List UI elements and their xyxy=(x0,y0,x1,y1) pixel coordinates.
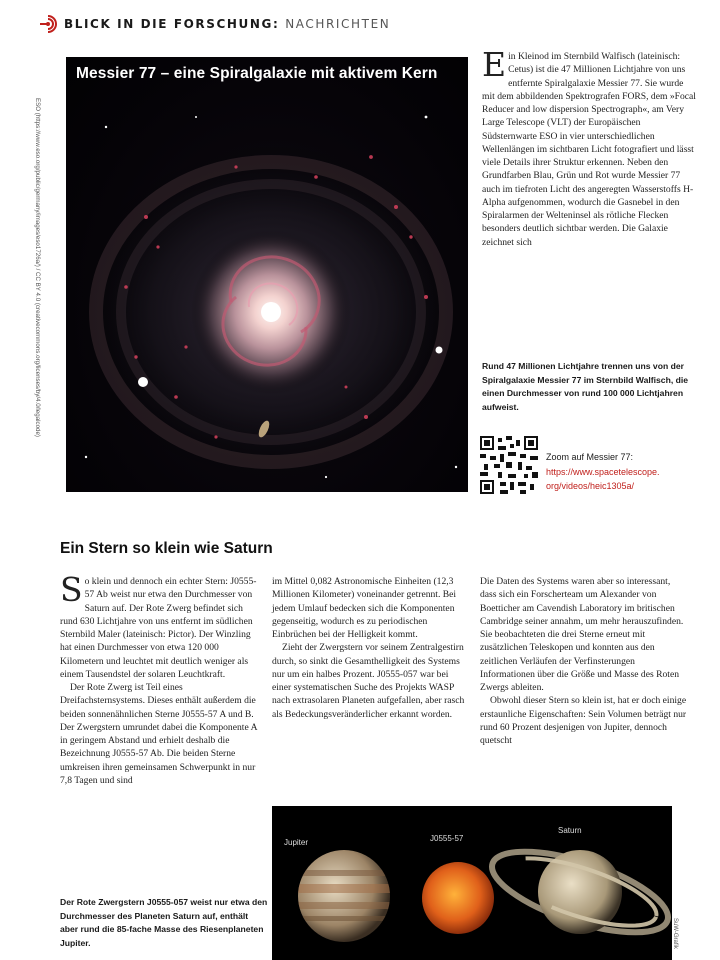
label-jupiter: Jupiter xyxy=(284,838,309,847)
col1-paragraph-1: o klein und dennoch ein echter Stern: J0555-57 Ab weist nur etwa den Durchmesser von Saturn auf. Der Rote Zwerg befindet sich rund 630 Lichtjahre von uns entfernt im südlichen Sternbild Maler (lateinisch: Pictor). Der Winzling hat einen Durchmesser von etwa 120 000 Kilometern und leuchtet mit deutlich weniger als einem Tausendstel der solaren Leuchtkraft. xyxy=(60,576,257,680)
label-star: J0555-57 xyxy=(430,834,464,843)
article2-column-3 xyxy=(480,575,688,747)
col3-paragraph-2: Obwohl dieser Stern so klein ist, hat er doch einige erstaunliche Eigenschaften: Sein Volumen beträgt nur rund 60 Prozent desjenigen von Jupiter, dennoch quetscht xyxy=(480,695,687,746)
graphic-credit: SuW-Grafik xyxy=(672,918,678,949)
dropcap-e: E xyxy=(482,45,507,84)
article2-headline: Ein Stern so klein wie Saturn xyxy=(60,540,273,557)
article1-body xyxy=(482,45,696,249)
galaxy-caption: Rund 47 Millionen Lichtjahre trennen uns von der Spiralgalaxie Messier 77 im Sternbild Walfisch, die einen Durchmesser von rund 100 000 Lichtjahren aufweist. xyxy=(482,361,689,412)
zoom-url-line2[interactable]: org/videos/heic1305a/ xyxy=(546,481,635,491)
galaxy-illustration xyxy=(66,57,468,492)
section-header xyxy=(38,14,390,34)
label-saturn: Saturn xyxy=(558,826,582,835)
col1-paragraph-2: Der Rote Zwerg ist Teil eines Dreifachsternsystems. Dieses enthält außerdem die beiden sonnenähnlichen Sterne J0555-57 A und B. Der Zwergstern umrundet dabei die Komponente A in geringem Abstand und erhielt deshalb die Bezeichnung J0555-57 Ab. Die beiden Sterne umkreisen ihren gemeinsamen Schwerpunkt in nur 7,8 Tagen und sind xyxy=(60,682,257,786)
planet-comparison-image xyxy=(272,806,672,960)
dropcap-s: S xyxy=(60,570,83,609)
zoom-link-block xyxy=(546,450,706,494)
col2-paragraph-2: Zieht der Zwergstern vor seinem Zentralgestirn durch, so sinkt die Gesamthelligkeit des Systems nur um ein halbes Prozent. J0555-057 war bei einer systematischen Suche des Projekts WASP nach extrasolaren Planeten aufgefallen, aber rasch als Bedeckungsveränderlicher erkannt worden. xyxy=(272,642,465,720)
qr-code-icon[interactable] xyxy=(480,436,538,494)
article2-column-1 xyxy=(60,570,260,787)
galaxy-image xyxy=(66,57,468,492)
section-subtitle: NACHRICHTEN xyxy=(285,17,391,31)
planet-illustration xyxy=(272,806,672,960)
col3-paragraph-1: Die Daten des Systems waren aber so interessant, dass sich ein Forscherteam um Alexander von Boetticher am Cavendish Laboratory im britischen Cambridge seiner annahm, um mehr herauszufinden. Sie beobachteten die drei Sterne erneut mit zusätzlichen Teleskopen und konnten aus den zeitlichen Verläufen der Verfinsterungen Informationen über die Größe und Masse des Roten Zwergs ableiten. xyxy=(480,576,684,693)
article1-text: in Kleinod im Sternbild Walfisch (lateinisch: Cetus) ist die 47 Millionen Lichtjahre von uns entfernte Spiralgalaxie Messier 77. Sie wurde mit dem abbildenden Spektrografen FORS, dem »Focal Reducer and low dispersion Spectrograph«, am Very Large Telescope (VLT) der Europäischen Südsternwarte ESO in vier unterschiedlichen Wellenlängen im sichtbaren Licht fotografiert und lässt viele Details ihrer Struktur erkennen. Neben den Grundfarben Blau, Grün und Rot wurde Messier 77 auch im tiefroten Licht des angeregten Wasserstoffs H-Alpha aufgenommen, wodurch die Gasnebel in den Spiralarmen der Welteninsel als rötliche Flecken besonders deutlich sichtbar werden. Die Galaxie zeichnet sich xyxy=(482,51,696,248)
section-title: BLICK IN DIE FORSCHUNG: xyxy=(64,17,280,31)
article2-column-2 xyxy=(272,575,468,721)
galaxy-title: Messier 77 – eine Spiralgalaxie mit aktivem Kern xyxy=(76,65,438,82)
zoom-label: Zoom auf Messier 77: xyxy=(546,452,634,462)
concentric-arcs-icon xyxy=(38,14,58,34)
star-caption: Der Rote Zwergstern J0555-057 weist nur etwa den Durchmesser des Planeten Saturn auf, enthält aber rund die 85-fache Masse des Riesenplaneten Jupiter. xyxy=(60,897,268,948)
zoom-url-line1[interactable]: https://www.spacetelescope. xyxy=(546,466,660,477)
image-credit: ESO (https://www.eso.org/public/germany/images/eso1726a/) / CC BY 4.0 (creativecommons.org/licenses/by/4.0/legalcode) xyxy=(34,98,41,437)
col2-paragraph-1: im Mittel 0,082 Astronomische Einheiten (12,3 Millionen Kilometer) voneinander getrennt. Bei jedem Umlauf bedecken sich die Komponenten gegenseitig, wodurch es zu periodischen Einbrüchen bei der Helligkeit kommt. xyxy=(272,576,457,640)
